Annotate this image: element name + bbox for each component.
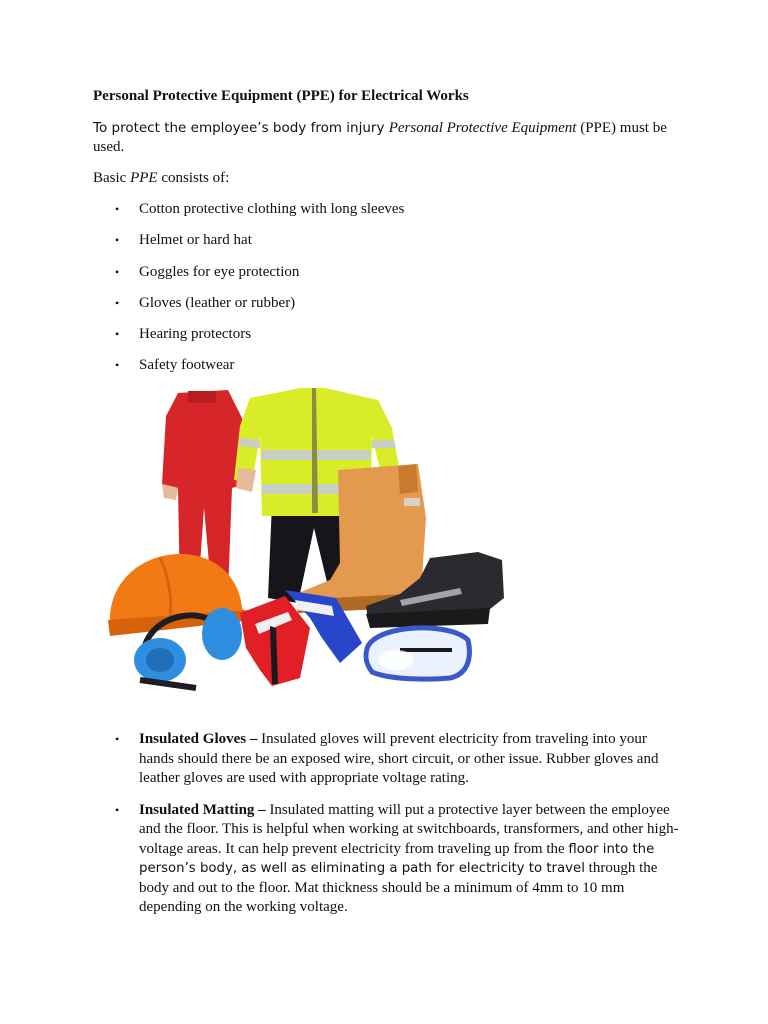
list-item [0, 326, 404, 357]
intro-paragraph [93, 119, 683, 157]
intro-text-1: To protect the employee’s body from injury [93, 120, 389, 136]
detail-text: Insulated matting will put a protective layer between the employee and the floor. This is helpful when working at switchboards, transformers, and other high-voltage areas. It can help prevent electricity from traveling up from the [139, 801, 679, 857]
bullet: • [115, 202, 120, 216]
basic-prefix: Basic [93, 170, 131, 186]
bullet: • [115, 295, 120, 310]
intro-text-2: (PPE) must be used. [93, 120, 667, 155]
document-title: Personal Protective Equipment (PPE) for Electrical Works [93, 88, 469, 104]
list-item-text: Hearing protectors [139, 326, 252, 343]
detail-item-insulated-matting [0, 801, 679, 918]
ppe-equipment-image [100, 388, 520, 698]
bullet: • [115, 802, 120, 817]
list-item [0, 357, 404, 388]
basic-ppe-heading [93, 170, 229, 187]
basic-suffix: consists of: [157, 170, 230, 186]
detail-item-insulated-gloves [0, 730, 679, 789]
list-item-text: Gloves (leather or rubber) [139, 294, 296, 311]
bullet: • [115, 233, 120, 248]
detail-text-end: through the body and out to the floor. Mat thickness should be a minimum of 4mm to 10 mm depending on the working voltage. [139, 860, 658, 915]
safety-goggles [366, 628, 469, 679]
list-item-text: Helmet or hard hat [139, 232, 252, 249]
basic-italic: PPE [130, 170, 158, 186]
ppe-list [0, 201, 404, 389]
bullet: • [115, 327, 120, 342]
list-item-text: Goggles for eye protection [139, 263, 300, 280]
bullet: • [115, 358, 120, 373]
bullet: • [115, 732, 120, 746]
list-item [0, 232, 404, 263]
bullet: • [115, 264, 120, 279]
detail-term: Insulated Gloves – [139, 731, 258, 747]
list-item [0, 264, 404, 295]
detail-text: Insulated gloves will prevent electricity from traveling into your hands should there be an exposed wire, short circuit, or other issue. Rubber gloves and leather gloves are used with appropriate voltage rating. [139, 731, 659, 786]
list-item [0, 201, 404, 232]
list-item [0, 295, 404, 326]
list-item-text: Safety footwear [139, 357, 235, 374]
list-item-text: Cotton protective clothing with long sleeves [139, 201, 405, 217]
detail-text-sans: floor into the person’s body, as well as eliminating a path for electricity to travel [139, 841, 655, 876]
details-list [0, 730, 679, 930]
intro-italic: Personal Protective Equipment [388, 120, 577, 136]
detail-term: Insulated Matting – [139, 801, 266, 818]
